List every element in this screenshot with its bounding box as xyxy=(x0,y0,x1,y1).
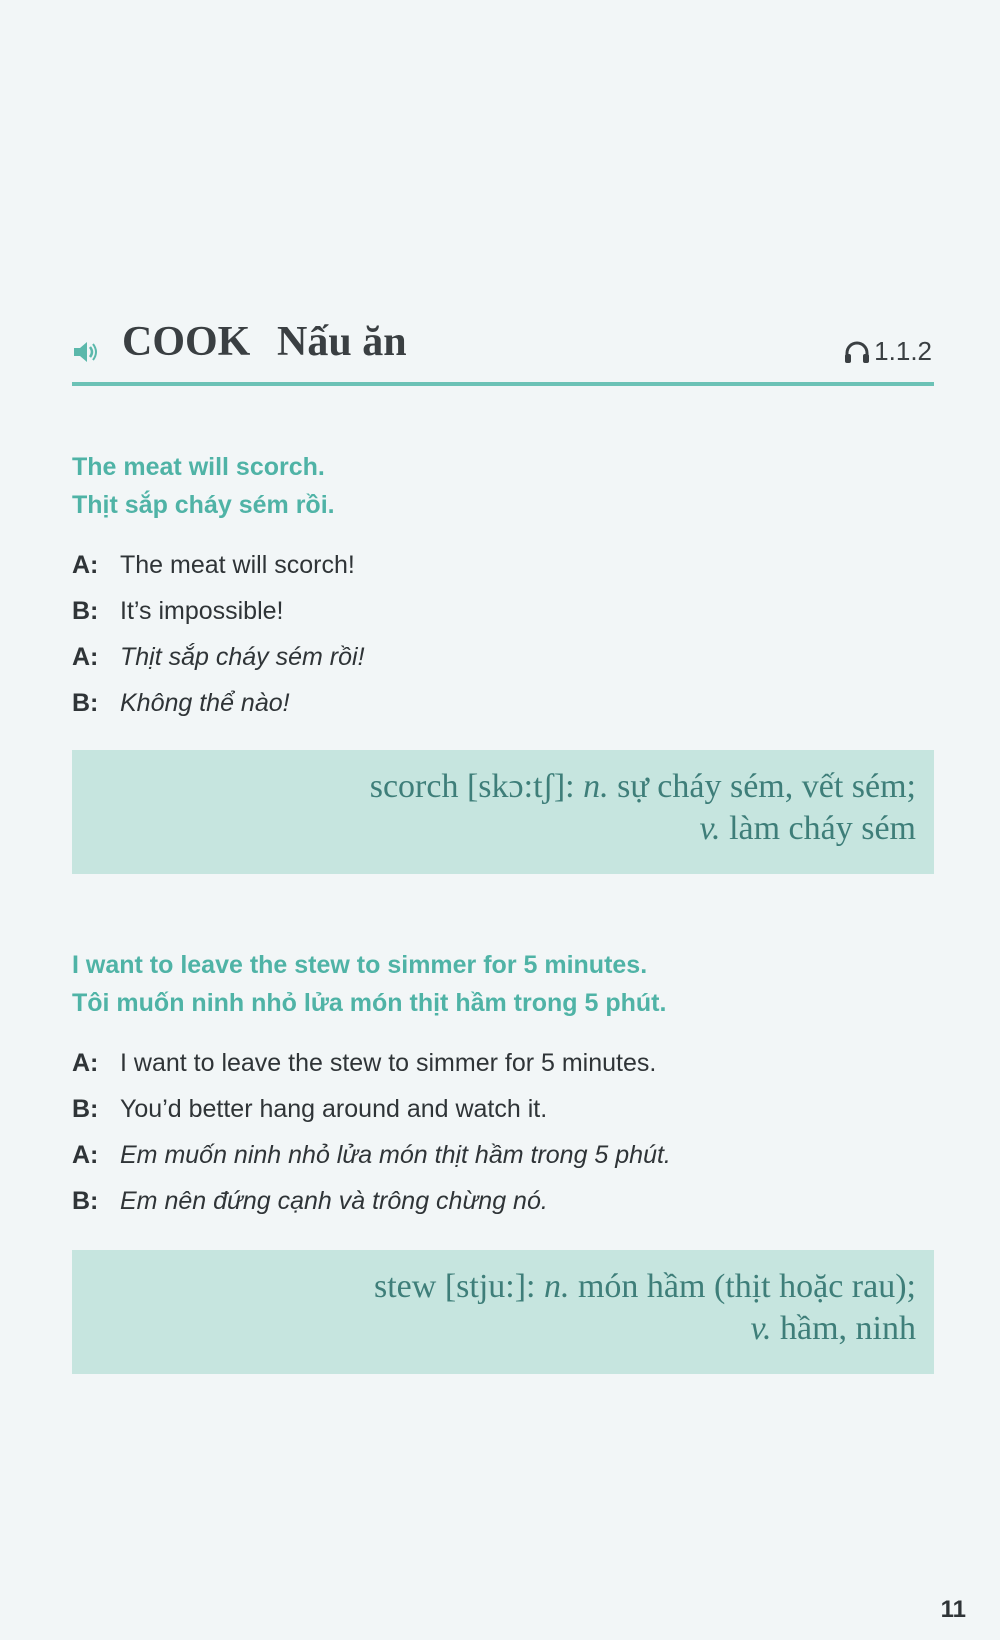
speaker-label: A: xyxy=(72,643,99,671)
phrase-heading-vi: Tôi muốn ninh nhỏ lửa món thịt hầm trong 5 phút. xyxy=(72,989,667,1017)
dialogue-line xyxy=(72,1040,934,1086)
utterance-translation: Thịt sắp cháy sém rồi! xyxy=(120,643,365,671)
utterance-translation: Em muốn ninh nhỏ lửa món thịt hầm trong 5 phút. xyxy=(120,1141,671,1169)
vocab-pos: v. xyxy=(750,1310,772,1347)
header-divider xyxy=(72,382,934,386)
dialogue-line xyxy=(72,634,934,680)
page-title-vietnamese: Nấu ăn xyxy=(277,319,407,365)
dialogue-line xyxy=(72,1086,934,1132)
page-title: COOK xyxy=(122,319,251,365)
dialogue-line xyxy=(72,680,934,726)
vocab-line-2 xyxy=(72,808,916,850)
phrase-heading-en: I want to leave the stew to simmer for 5 minutes. xyxy=(72,951,648,979)
vocab-word: scorch xyxy=(369,768,459,805)
dialogue-line xyxy=(72,1178,934,1224)
vocab-pos: v. xyxy=(699,810,721,847)
speaker-label: B: xyxy=(72,1187,99,1215)
vocab-pos: n. xyxy=(543,1268,570,1305)
vocab-word: stew xyxy=(373,1268,437,1305)
phrase-heading-en: The meat will scorch. xyxy=(72,453,325,481)
utterance-translation: Em nên đứng cạnh và trông chừng nó. xyxy=(120,1187,548,1215)
vocab-definition: hầm, ninh xyxy=(780,1310,916,1347)
speaker-label: B: xyxy=(72,689,99,717)
phrase-section-1 xyxy=(72,448,934,726)
vocab-ipa: [stju:]: xyxy=(444,1268,536,1305)
dialogue-line xyxy=(72,542,934,588)
speaker-icon xyxy=(72,340,98,364)
vocab-pos: n. xyxy=(583,768,609,805)
dialogue xyxy=(72,542,934,726)
dialogue-line xyxy=(72,1132,934,1178)
vocab-definition: làm cháy sém xyxy=(729,810,916,847)
vocab-ipa: [skɔ:tʃ]: xyxy=(466,768,575,805)
utterance: The meat will scorch! xyxy=(120,551,355,579)
vocab-line-1 xyxy=(72,766,916,808)
vocab-line-2 xyxy=(72,1308,916,1350)
headphone-icon xyxy=(844,340,870,364)
vocab-box xyxy=(72,1250,934,1374)
utterance: I want to leave the stew to simmer for 5 minutes. xyxy=(120,1049,657,1077)
track-number: 1.1.2 xyxy=(874,336,932,366)
vocab-definition: món hầm (thịt hoặc rau); xyxy=(577,1268,916,1305)
audio-track xyxy=(844,336,932,367)
utterance: It’s impossible! xyxy=(120,597,284,625)
speaker-label: A: xyxy=(72,551,99,579)
speaker-label: B: xyxy=(72,1095,99,1123)
vocab-definition: sự cháy sém, vết sém; xyxy=(617,768,916,805)
speaker-label: A: xyxy=(72,1141,99,1169)
utterance: You’d better hang around and watch it. xyxy=(120,1095,548,1123)
phrase-section-2 xyxy=(72,946,934,1224)
utterance-translation: Không thể nào! xyxy=(120,689,290,717)
dialogue-line xyxy=(72,588,934,634)
page-number: 11 xyxy=(940,1596,966,1623)
lesson-header xyxy=(72,318,932,380)
speaker-label: A: xyxy=(72,1049,99,1077)
vocab-line-1 xyxy=(72,1266,916,1308)
phrase-heading-vi: Thịt sắp cháy sém rồi. xyxy=(72,491,335,519)
speaker-label: B: xyxy=(72,597,99,625)
vocab-box xyxy=(72,750,934,874)
dialogue xyxy=(72,1040,934,1224)
